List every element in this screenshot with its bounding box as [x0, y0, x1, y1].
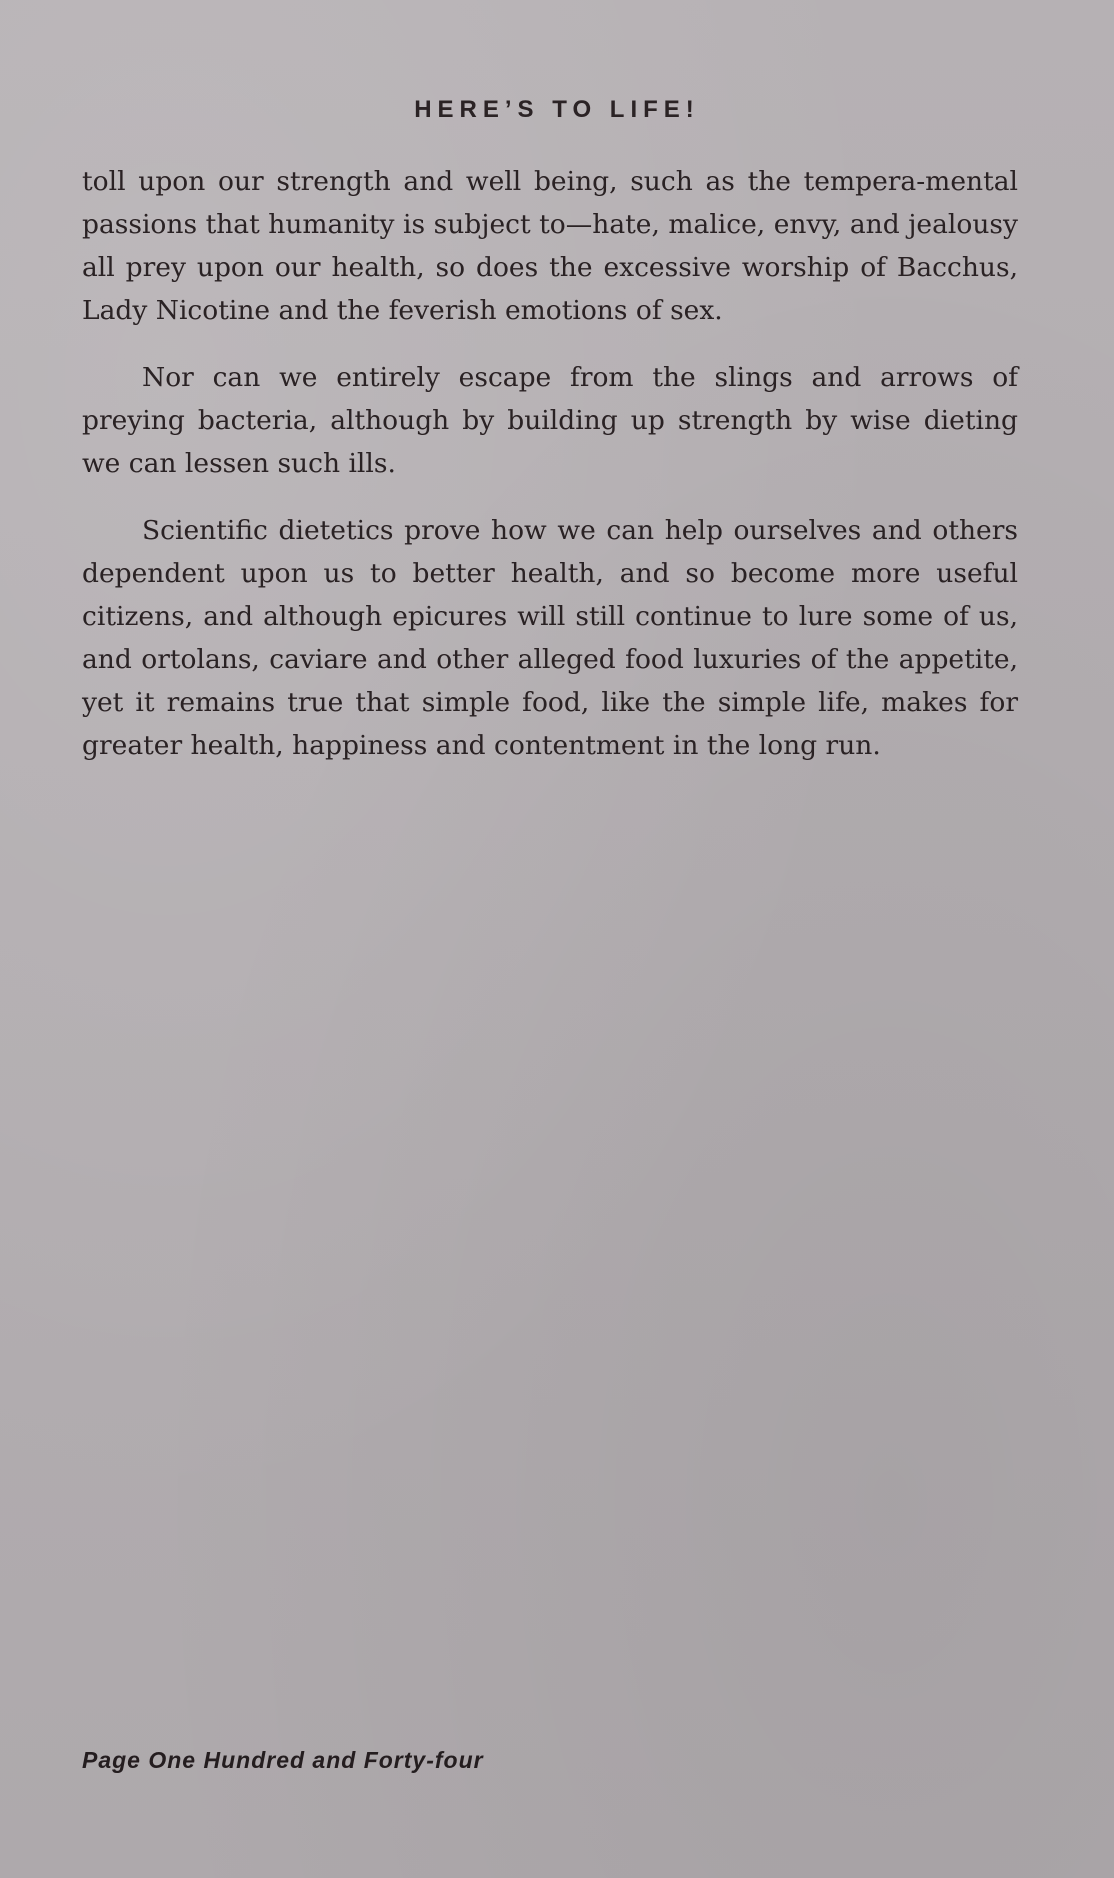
paragraph: toll upon our strength and well being, such as the tempera-mental passions that humanity is subject to—hate, malice, envy, and jealousy all prey upon our health, so does the excessive worship of Bacchus, Lady Nicotine and the feverish emotions of sex. [82, 166, 1018, 326]
running-head: HERE’S TO LIFE! [414, 96, 700, 123]
paragraph: Scientific dietetics prove how we can help ourselves and others dependent upon us to better health, and so become more useful citizens, and although epicures will still continue to lure some of us, and ortolans, caviare and other alleged food luxuries of the appetite, yet it remains true that simple food, like the simple life, makes for greater health, happiness and contentment in the long run. [82, 515, 1018, 761]
body-text [82, 160, 1018, 791]
paragraph: Nor can we entirely escape from the slings and arrows of preying bacteria, although by building up strength by wise dieting we can lessen such ills. [82, 362, 1018, 479]
page-number: Page One Hundred and Forty-four [82, 1747, 484, 1773]
